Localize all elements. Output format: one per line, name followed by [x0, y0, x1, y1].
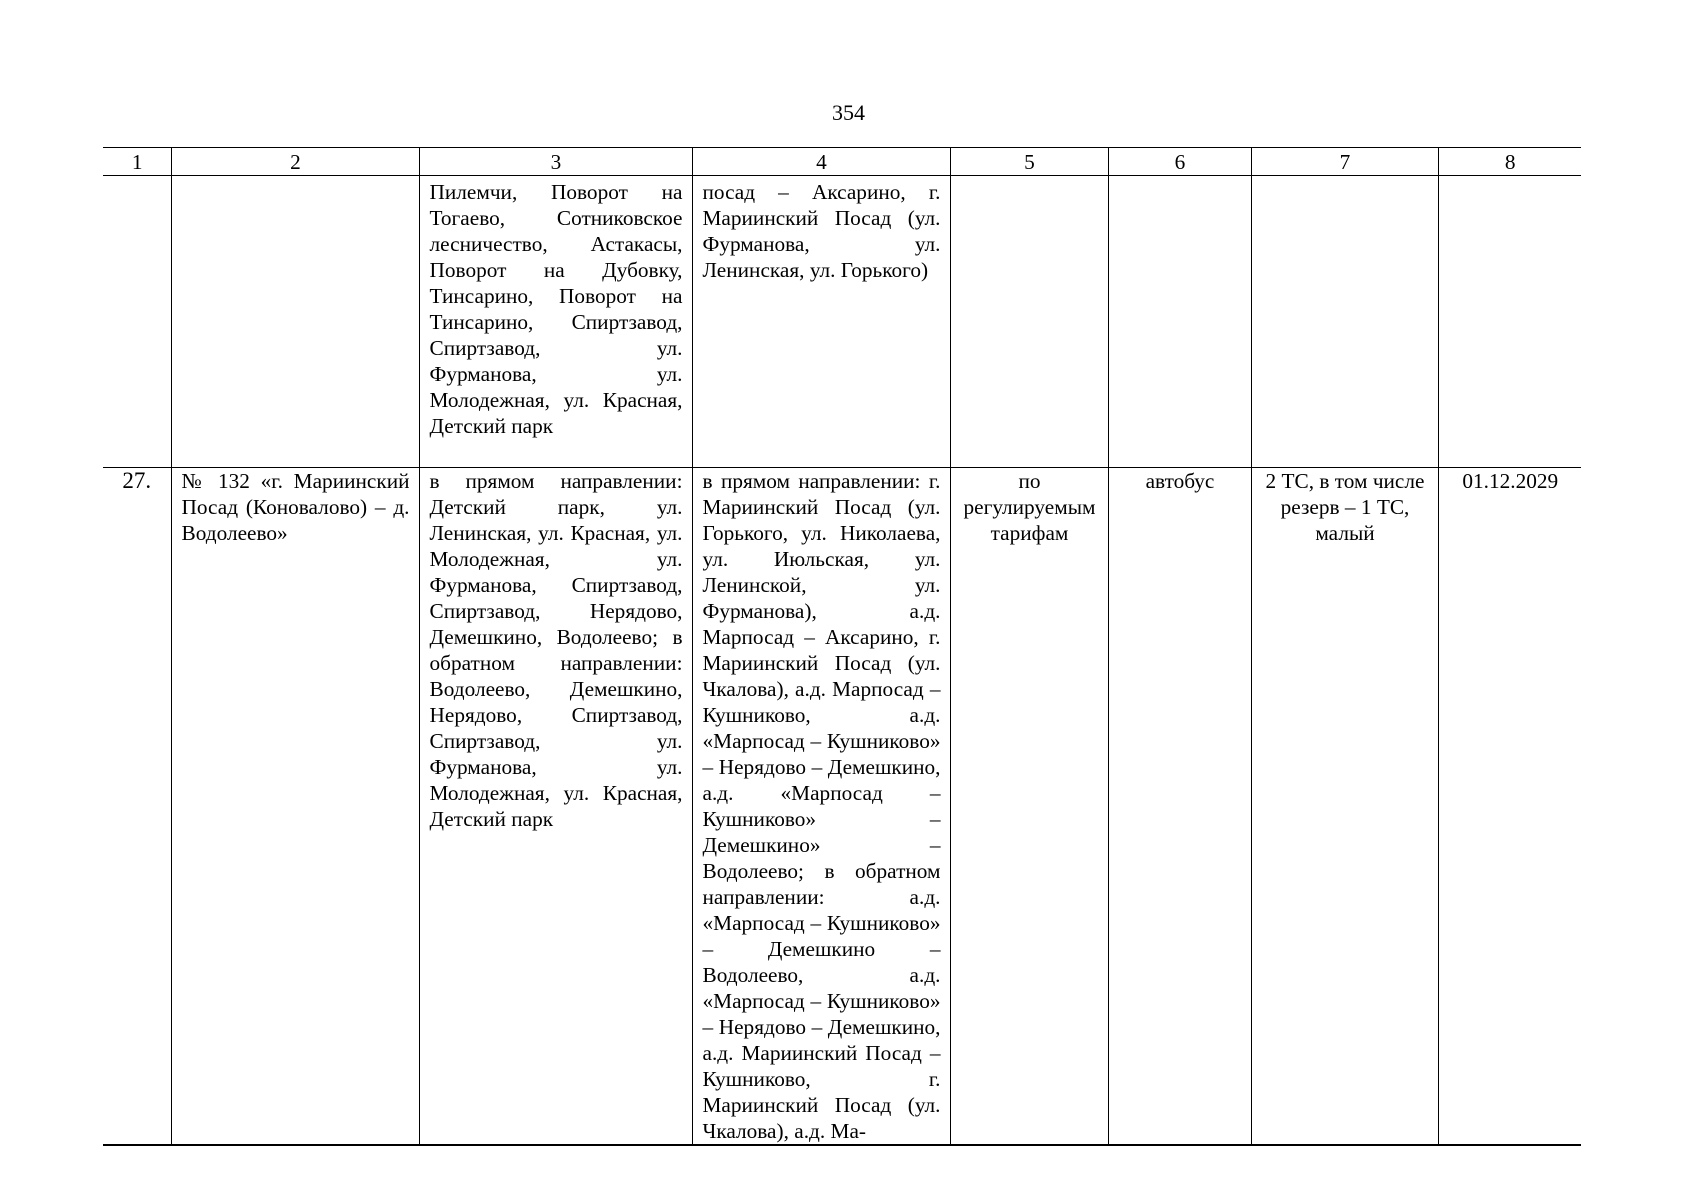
streets-list: посад – Аксарино, г. Мариинский Посад (ул. Фурманова, ул. Ленинская, ул. Горького) [692, 176, 950, 468]
route-name [171, 176, 419, 468]
row-number: 27. [103, 468, 171, 1146]
vehicle-type: автобус [1108, 468, 1251, 1146]
page-number: 354 [832, 100, 865, 125]
streets-list: в прямом направлении: г. Мариинский Посад (ул. Горького, ул. Николаева, ул. Июльская, ул. Ленинской, ул. Фурманова), а.д. Марпосад – Аксарино, г. Мариинский Посад (ул. Чкалова), а.д. Марпосад – Кушниково, а.д. «Марпосад – Кушниково» – Нерядово – Демешкино, а.д. «Марпосад – Кушниково» – Демешкино» – Водолеево; в обратном направлении: а.д. «Марпосад – Кушниково» – Демешкино – Водолеево, а.д. «Марпосад – Кушниково» – Нерядово – Демешкино, а.д. Мариинский Посад – Кушниково, г. Мариинский Посад (ул. Чкалова), а.д. Ма- [692, 468, 950, 1146]
tariff-type: по регулируемым тарифам [950, 468, 1108, 1146]
column-header-3: 3 [419, 148, 692, 176]
route-name: № 132 «г. Мариинский Посад (Коновалово) – д. Водолеево» [171, 468, 419, 1146]
row-number [103, 176, 171, 468]
column-header-6: 6 [1108, 148, 1251, 176]
end-date [1438, 176, 1581, 468]
vehicle-count: 2 ТС, в том числе резерв – 1 ТС, малый [1251, 468, 1438, 1146]
table-row-27 [103, 468, 1581, 1146]
column-header-8: 8 [1438, 148, 1581, 176]
stops-list: в прямом направлении: Детский парк, ул. Ленинская, ул. Красная, ул. Молодежная, ул. Фурманова, Спиртзавод, Спиртзавод, Нерядово, Демешкино, Водолеево; в обратном направлении: Водолеево, Демешкино, Нерядово, Спиртзавод, Спиртзавод, ул. Фурманова, ул. Молодежная, ул. Красная, Детский парк [419, 468, 692, 1146]
vehicle-count [1251, 176, 1438, 468]
table-row-continuation [103, 176, 1581, 468]
routes-table [103, 147, 1581, 1146]
column-header-1: 1 [103, 148, 171, 176]
tariff-type [950, 176, 1108, 468]
column-header-4: 4 [692, 148, 950, 176]
column-number-row [103, 148, 1581, 176]
column-header-7: 7 [1251, 148, 1438, 176]
vehicle-type [1108, 176, 1251, 468]
end-date: 01.12.2029 [1438, 468, 1581, 1146]
column-header-2: 2 [171, 148, 419, 176]
stops-list: Пилемчи, Поворот на Тогаево, Сотниковское лесничество, Астакасы, Поворот на Дубовку, Тинсарино, Поворот на Тинсарино, Спиртзавод, Спиртзавод, ул. Фурманова, ул. Молодежная, ул. Красная, Детский парк [419, 176, 692, 468]
column-header-5: 5 [950, 148, 1108, 176]
